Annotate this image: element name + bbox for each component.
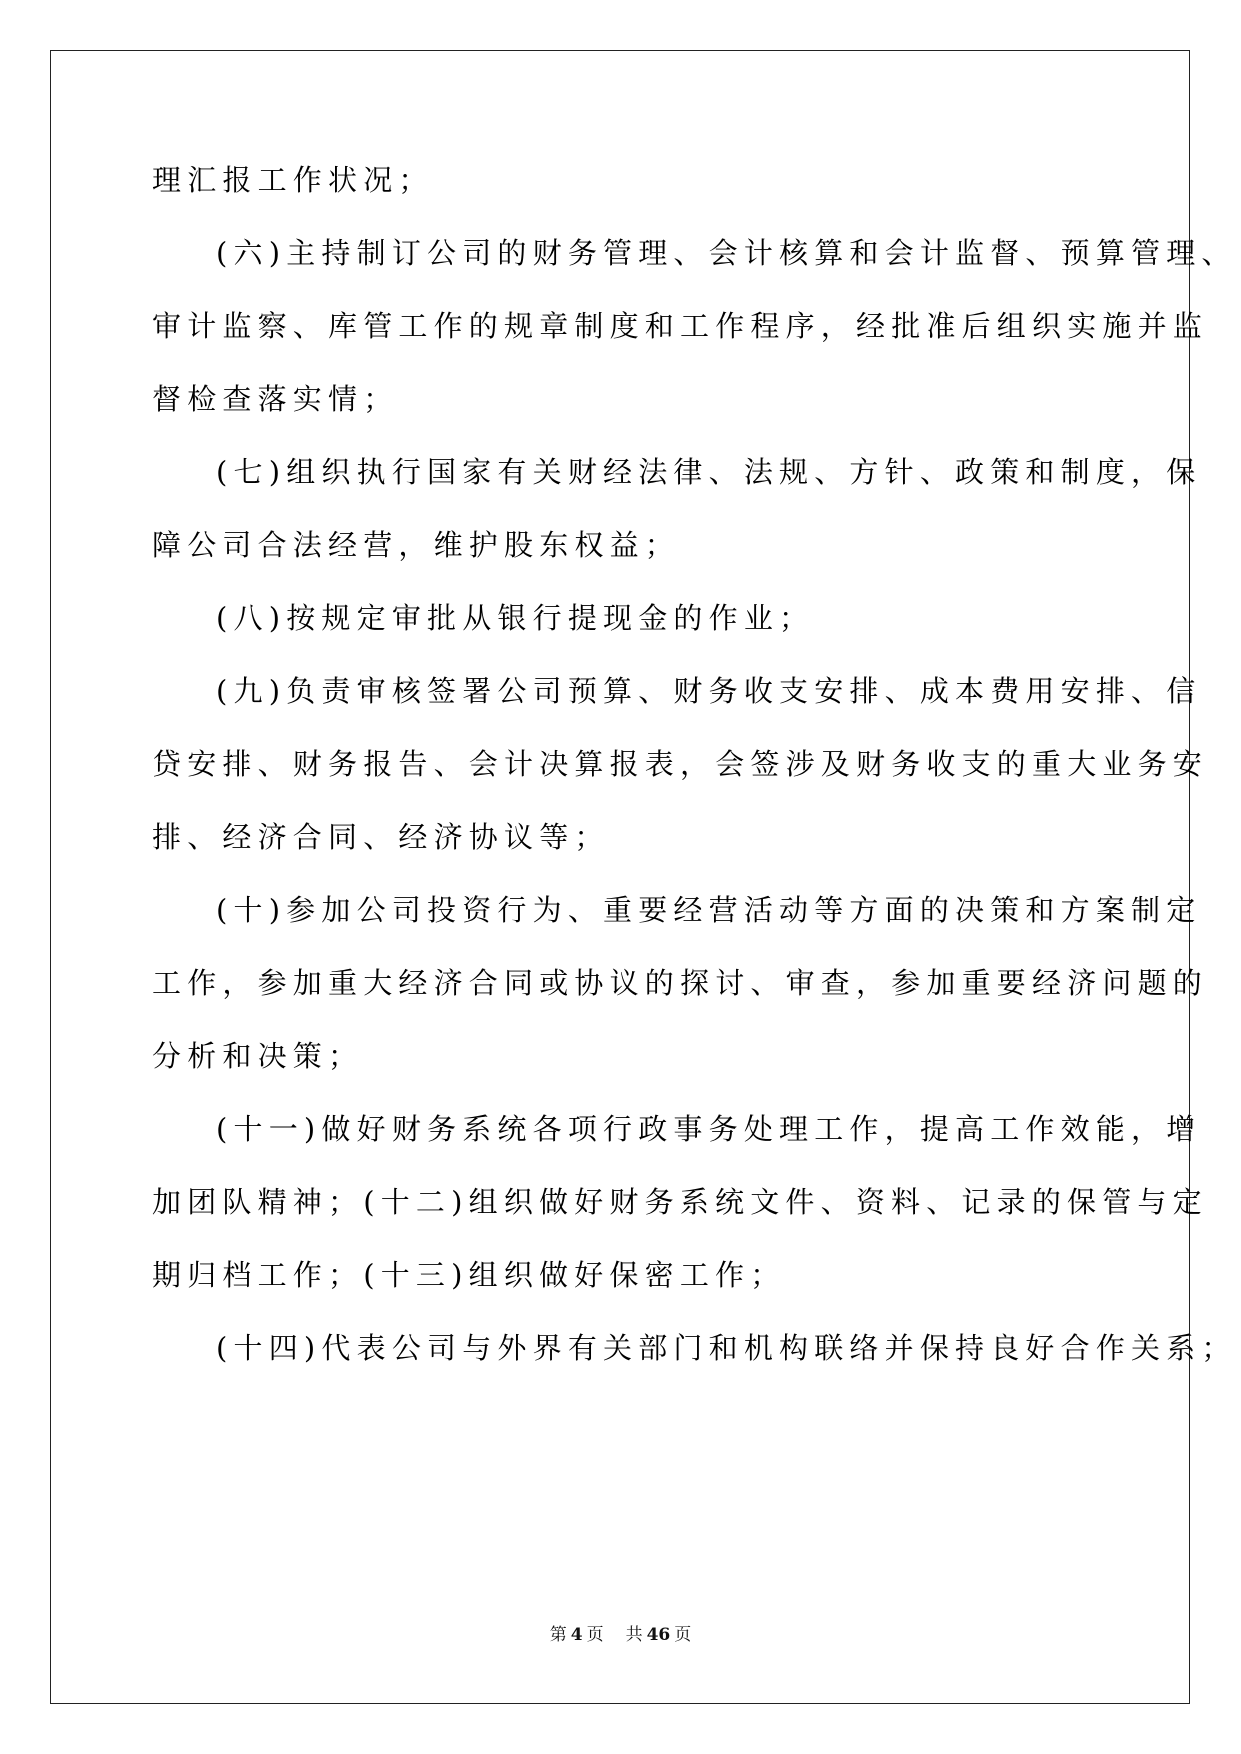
text-line: 工作，参加重大经济合同或协议的探讨、审查，参加重要经济问题的 bbox=[152, 966, 1209, 1000]
text-line: 贷安排、财务报告、会计决算报表，会签涉及财务收支的重大业务安 bbox=[152, 747, 1209, 781]
total-suffix: 页 bbox=[674, 1625, 692, 1645]
text-line: 督检查落实情； bbox=[152, 382, 399, 416]
text-line: 审计监察、库管工作的规章制度和工作程序，经批准后组织实施并监 bbox=[152, 309, 1209, 343]
page-prefix: 第 bbox=[549, 1625, 567, 1645]
text-line: (九)负责审核签署公司预算、财务收支安排、成本费用安排、信 bbox=[216, 674, 1202, 708]
text-line: (十四)代表公司与外界有关部门和机构联络并保持良好合作关系； bbox=[216, 1331, 1237, 1365]
total-pages: 46 bbox=[646, 1625, 671, 1645]
text-line: 理汇报工作状况； bbox=[152, 163, 434, 197]
text-line: 期归档工作；(十三)组织做好保密工作； bbox=[152, 1258, 786, 1292]
page-suffix: 页 bbox=[586, 1625, 604, 1645]
text-line: (八)按规定审批从银行提现金的作业； bbox=[216, 601, 815, 635]
text-line: (十一)做好财务系统各项行政事务处理工作，提高工作效能，增 bbox=[216, 1112, 1202, 1146]
text-line: 障公司合法经营，维护股东权益； bbox=[152, 528, 681, 562]
page-border bbox=[50, 50, 1190, 1704]
text-line: (六)主持制订公司的财务管理、会计核算和会计监督、预算管理、 bbox=[216, 236, 1237, 270]
text-line: 分析和决策； bbox=[152, 1039, 364, 1073]
text-line: 排、经济合同、经济协议等； bbox=[152, 820, 610, 854]
page-footer bbox=[0, 1620, 1241, 1645]
text-line: (十)参加公司投资行为、重要经营活动等方面的决策和方案制定 bbox=[216, 893, 1202, 927]
text-line: (七)组织执行国家有关财经法律、法规、方针、政策和制度，保 bbox=[216, 455, 1202, 489]
text-line: 加团队精神；(十二)组织做好财务系统文件、资料、记录的保管与定 bbox=[152, 1185, 1208, 1219]
page-number: 4 bbox=[570, 1625, 583, 1645]
total-prefix: 共 bbox=[625, 1625, 643, 1645]
